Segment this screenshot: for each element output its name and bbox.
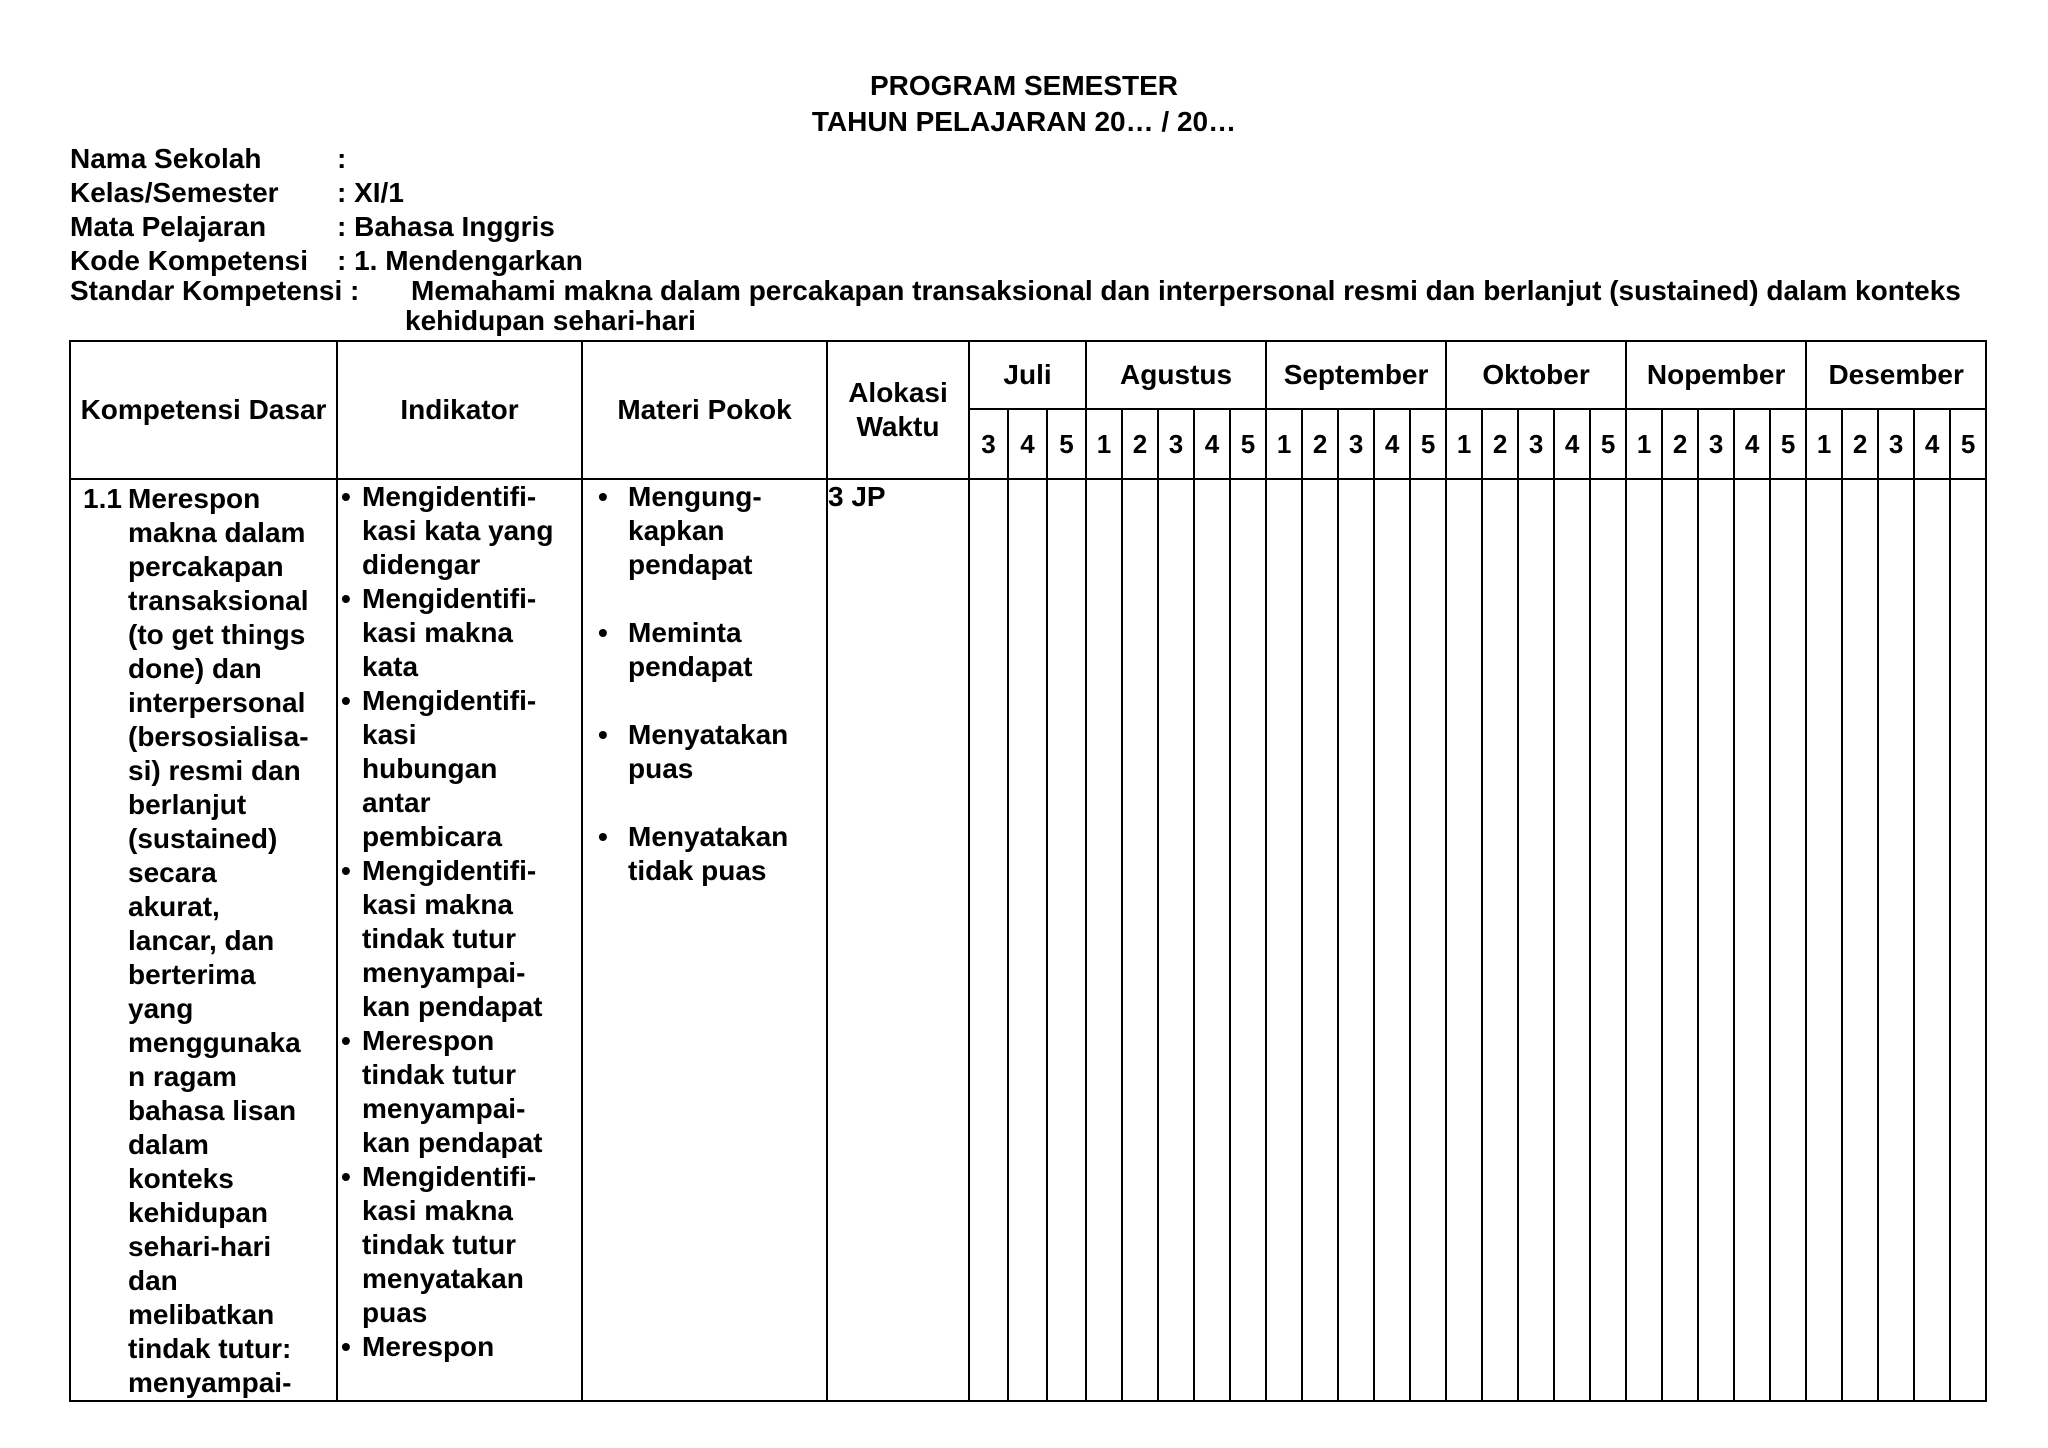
week-header: 3 xyxy=(1698,409,1734,479)
materi-item-line: • Mengung- xyxy=(628,481,762,512)
meta-row xyxy=(70,142,583,176)
header-kompetensi-dasar: Kompetensi Dasar xyxy=(70,341,337,479)
indikator-item-line: • Mengidentifi- xyxy=(362,1161,537,1192)
indikator-item-line: kasi kata yang xyxy=(362,515,554,546)
week-header: 4 xyxy=(1554,409,1590,479)
indikator-item-line: • Merespon xyxy=(362,1331,495,1362)
materi-item-line: • Meminta xyxy=(628,617,742,648)
kd-line: dalam xyxy=(128,1129,209,1160)
month-header: September xyxy=(1266,341,1446,409)
week-cell xyxy=(1734,479,1770,1401)
indikator-item-line: • Mengidentifi- xyxy=(362,583,537,614)
week-header: 1 xyxy=(1626,409,1662,479)
materi-list xyxy=(583,480,826,888)
kd-line: (to get things xyxy=(128,619,306,650)
kd-line: menyampai- xyxy=(128,1367,292,1398)
kd-line: berlanjut xyxy=(128,789,247,820)
month-header: Agustus xyxy=(1086,341,1266,409)
materi-item xyxy=(583,480,826,582)
week-cell xyxy=(1914,479,1950,1401)
indikator-item-line: kasi makna xyxy=(362,889,513,920)
indikator-item xyxy=(338,1330,581,1364)
kompetensi-dasar-cell xyxy=(70,479,337,1401)
kd-line: interpersonal xyxy=(128,687,306,718)
month-header: Nopember xyxy=(1626,341,1806,409)
week-header: 2 xyxy=(1662,409,1698,479)
kd-line: sehari-hari xyxy=(128,1231,272,1262)
meta-label: Mata Pelajaran xyxy=(70,211,267,242)
week-cell xyxy=(1410,479,1446,1401)
table-row xyxy=(70,479,1986,1401)
academic-year: TAHUN PELAJARAN 20… / 20… xyxy=(811,106,1237,137)
indikator-item-line: menyampai- xyxy=(362,957,526,988)
kd-line: (bersosialisa- xyxy=(128,721,309,752)
indikator-item-line: kata xyxy=(362,651,419,682)
week-cell xyxy=(1842,479,1878,1401)
kd-line: akurat, xyxy=(128,891,220,922)
meta-label: Kode Kompetensi xyxy=(70,245,309,276)
month-header: Oktober xyxy=(1446,341,1626,409)
week-cell xyxy=(1266,479,1302,1401)
week-header: 2 xyxy=(1482,409,1518,479)
standar-kompetensi-label: Standar Kompetensi : xyxy=(70,275,360,306)
kd-line: melibatkan xyxy=(128,1299,275,1330)
meta-row xyxy=(70,210,583,244)
program-semester-table xyxy=(69,340,1987,1402)
week-header: 4 xyxy=(1734,409,1770,479)
materi-item-line: kapkan xyxy=(628,515,725,546)
kd-line: (sustained) xyxy=(128,823,278,854)
week-cell xyxy=(1230,479,1266,1401)
materi-pokok-cell xyxy=(582,479,827,1401)
week-cell xyxy=(1698,479,1734,1401)
week-cell xyxy=(1770,479,1806,1401)
week-cell xyxy=(1878,479,1914,1401)
week-header: 5 xyxy=(1410,409,1446,479)
document-title: PROGRAM SEMESTER xyxy=(869,70,1179,101)
materi-item xyxy=(583,718,826,786)
indikator-item xyxy=(338,480,581,582)
week-header: 3 xyxy=(1158,409,1194,479)
kd-line: makna dalam xyxy=(128,517,306,548)
week-header: 3 xyxy=(969,409,1008,479)
week-cell xyxy=(1047,479,1086,1401)
week-cell xyxy=(1158,479,1194,1401)
indikator-item-line: menyatakan xyxy=(362,1263,524,1294)
week-cell xyxy=(969,479,1008,1401)
week-header: 3 xyxy=(1338,409,1374,479)
indikator-item-line: tindak tutur xyxy=(362,923,516,954)
month-header: Desember xyxy=(1806,341,1986,409)
alokasi-value: 3 JP xyxy=(828,481,886,512)
week-header: 1 xyxy=(1806,409,1842,479)
week-cell xyxy=(1590,479,1626,1401)
indikator-item-line: puas xyxy=(362,1297,428,1328)
kd-line: tindak tutur: xyxy=(128,1333,292,1364)
week-header: 5 xyxy=(1950,409,1986,479)
kd-line: transaksional xyxy=(128,585,309,616)
indikator-item-line: menyampai- xyxy=(362,1093,526,1124)
week-header: 4 xyxy=(1194,409,1230,479)
week-header: 5 xyxy=(1590,409,1626,479)
indikator-item-line: antar xyxy=(362,787,431,818)
kd-line: percakapan xyxy=(128,551,284,582)
indikator-item-line: kasi makna xyxy=(362,617,513,648)
indikator-item-line: tindak tutur xyxy=(362,1059,516,1090)
week-cell xyxy=(1626,479,1662,1401)
indikator-item-line: kan pendapat xyxy=(362,1127,543,1158)
week-header: 2 xyxy=(1842,409,1878,479)
meta-label: Nama Sekolah xyxy=(70,143,262,174)
materi-item xyxy=(583,616,826,684)
kd-line: dan xyxy=(128,1265,178,1296)
week-cell xyxy=(1122,479,1158,1401)
kd-line: yang xyxy=(128,993,194,1024)
kd-line: Merespon xyxy=(128,483,261,514)
week-header: 5 xyxy=(1230,409,1266,479)
week-header: 2 xyxy=(1122,409,1158,479)
indikator-item-line: • Merespon xyxy=(362,1025,495,1056)
week-cell xyxy=(1482,479,1518,1401)
indikator-item-line: kasi xyxy=(362,719,417,750)
week-header: 4 xyxy=(1914,409,1950,479)
meta-value: : Bahasa Inggris xyxy=(337,211,555,242)
header-materi-pokok: Materi Pokok xyxy=(582,341,827,479)
week-cell xyxy=(1374,479,1410,1401)
indikator-item-line: • Mengidentifi- xyxy=(362,855,537,886)
indikator-list xyxy=(338,480,581,1364)
standar-kompetensi-text: Memahami makna dalam percakapan transaksional dan interpersonal resmi dan berlanjut (sustained) dalam konteks kehidupan sehari-hari xyxy=(405,275,1961,336)
meta-label: Kelas/Semester xyxy=(70,177,279,208)
materi-item-line: • Menyatakan xyxy=(628,719,789,750)
week-header: 4 xyxy=(1008,409,1047,479)
week-cell xyxy=(1446,479,1482,1401)
indikator-item xyxy=(338,684,581,854)
indikator-item-line: tindak tutur xyxy=(362,1229,516,1260)
indikator-item xyxy=(338,1024,581,1160)
week-cell xyxy=(1194,479,1230,1401)
week-header: 4 xyxy=(1374,409,1410,479)
week-cell xyxy=(1086,479,1122,1401)
week-header: 1 xyxy=(1266,409,1302,479)
kd-line: konteks xyxy=(128,1163,234,1194)
kd-line: bahasa lisan xyxy=(128,1095,297,1126)
indikator-item-line: hubungan xyxy=(362,753,498,784)
week-cell xyxy=(1806,479,1842,1401)
week-header: 5 xyxy=(1047,409,1086,479)
meta-value: : 1. Mendengarkan xyxy=(337,245,583,276)
kd-number: 1.1 xyxy=(83,483,122,514)
kd-line: menggunaka xyxy=(128,1027,301,1058)
indikator-item-line: • Mengidentifi- xyxy=(362,481,537,512)
meta-row xyxy=(70,176,583,210)
week-header: 3 xyxy=(1878,409,1914,479)
indikator-item xyxy=(338,582,581,684)
week-cell xyxy=(1338,479,1374,1401)
kd-line: n ragam xyxy=(128,1061,237,1092)
kd-line: berterima xyxy=(128,959,256,990)
indikator-item-line: kasi makna xyxy=(362,1195,513,1226)
alokasi-waktu-cell xyxy=(827,479,969,1401)
week-header: 5 xyxy=(1770,409,1806,479)
materi-item-line: • Menyatakan xyxy=(628,821,789,852)
meta-row xyxy=(70,244,583,278)
kd-line: secara xyxy=(128,857,217,888)
meta-value: : XI/1 xyxy=(337,177,404,208)
indikator-item-line: didengar xyxy=(362,549,481,580)
week-cell xyxy=(1554,479,1590,1401)
week-header: 3 xyxy=(1518,409,1554,479)
indikator-item xyxy=(338,1160,581,1330)
week-header: 1 xyxy=(1446,409,1482,479)
materi-item-line: puas xyxy=(628,753,694,784)
indikator-item-line: • Mengidentifi- xyxy=(362,685,537,716)
indikator-cell xyxy=(337,479,582,1401)
week-header: 2 xyxy=(1302,409,1338,479)
indikator-item-line: pembicara xyxy=(362,821,503,852)
week-cell xyxy=(1518,479,1554,1401)
week-cell xyxy=(1662,479,1698,1401)
week-cell xyxy=(1302,479,1338,1401)
week-header: 1 xyxy=(1086,409,1122,479)
header-alokasi-waktu: Alokasi Waktu xyxy=(827,341,969,479)
week-cell xyxy=(1950,479,1986,1401)
kd-line: si) resmi dan xyxy=(128,755,301,786)
meta-value: : xyxy=(337,143,347,174)
week-cell xyxy=(1008,479,1047,1401)
indikator-item xyxy=(338,854,581,1024)
header-indikator: Indikator xyxy=(337,341,582,479)
kd-line: kehidupan xyxy=(128,1197,269,1228)
kd-line: lancar, dan xyxy=(128,925,275,956)
materi-item-line: pendapat xyxy=(628,651,753,682)
kd-text xyxy=(128,482,328,1400)
materi-item xyxy=(583,820,826,888)
materi-item-line: tidak puas xyxy=(628,855,767,886)
document-meta xyxy=(70,142,583,278)
kd-line: done) dan xyxy=(128,653,262,684)
month-header: Juli xyxy=(969,341,1086,409)
materi-item-line: pendapat xyxy=(628,549,753,580)
indikator-item-line: kan pendapat xyxy=(362,991,543,1022)
